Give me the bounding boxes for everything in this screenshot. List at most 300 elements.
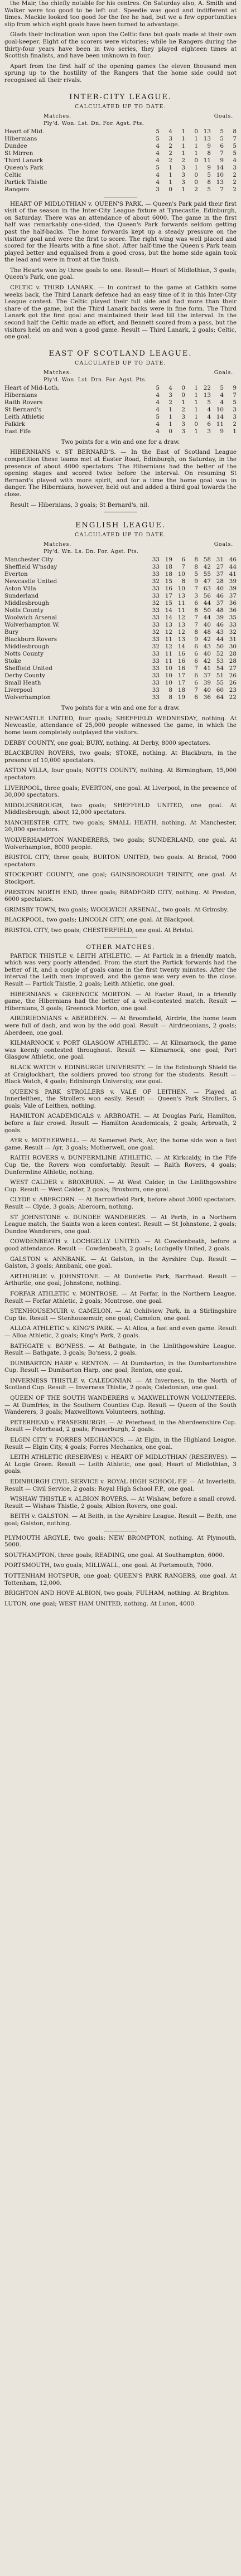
stat-cell: 1 <box>194 399 198 406</box>
english-table <box>4 556 237 701</box>
stat-cell: 2 <box>194 186 198 193</box>
table-row <box>4 556 237 564</box>
stat-cell: 3 <box>181 413 185 420</box>
stat-cell: 5 <box>233 399 237 406</box>
team-name: Middlesbrough <box>4 600 49 607</box>
stat-cell: 1 <box>168 413 172 420</box>
stat-cell: 33 <box>152 680 160 687</box>
table-row <box>4 421 237 428</box>
stat-cell: 12 <box>177 614 185 622</box>
stat-cell: 15 <box>165 600 172 607</box>
stat-cell: 18 <box>165 571 172 578</box>
stat-cell: 6 <box>194 643 198 651</box>
stat-cell: 6 <box>194 658 198 665</box>
other-matches <box>4 953 237 1527</box>
team-name: Dundee <box>4 142 27 149</box>
stat-cell: 5 <box>233 149 237 157</box>
stat-cell: 10 <box>177 585 185 593</box>
stat-cell: 1 <box>168 406 172 413</box>
stat-cell: 33 <box>152 694 160 701</box>
stat-cell: 13 <box>203 128 211 135</box>
stat-cell: 33 <box>152 658 160 665</box>
stat-cell: 1 <box>168 178 172 186</box>
stat-cell: 36 <box>203 694 211 701</box>
stat-cell: 8 <box>233 128 237 135</box>
stat-cell: 7 <box>194 622 198 629</box>
stat-cell: 28 <box>229 651 237 658</box>
stat-cell: 47 <box>203 578 211 585</box>
stat-cell: 5 <box>156 384 160 391</box>
table-row <box>4 406 237 414</box>
stat-cell: 10 <box>177 571 185 578</box>
stat-cell: 5 <box>207 186 211 193</box>
stat-cell: 42 <box>203 658 211 665</box>
stat-cell: 5 <box>207 399 211 406</box>
team-name: Third Lanark <box>4 157 44 164</box>
stat-cell: 9 <box>220 157 224 164</box>
stat-cell: 33 <box>152 556 160 564</box>
stat-cell: 33 <box>152 614 160 622</box>
result-paragraph: MANCHESTER CITY, two goals; SMALL HEATH, nothing. At Manchester, 20,000 spectators. <box>4 819 237 833</box>
team-name: Rangers <box>4 186 30 193</box>
result-paragraph: SOUTHAMPTON, three goals; READING, one goal. At Southampton, 6000. <box>4 1551 225 1559</box>
stat-cell: 31 <box>216 556 224 564</box>
stat-cell: 1 <box>194 428 198 435</box>
matches-label: Matches. <box>44 113 71 119</box>
stat-cell: 1 <box>181 149 185 157</box>
result-paragraph: DUMBARTON HARP v. RENTON. — At Dumbarton, in the Dumbartonshire Cup. Result — Dumbarton Harp, one goal; Renton, one goal. <box>4 1360 237 1374</box>
english-header <box>4 541 237 547</box>
stat-cell: 33 <box>152 672 160 680</box>
team-name: Small Heath <box>4 680 41 687</box>
stat-cell: 40 <box>216 585 224 593</box>
stat-cell: 8 <box>207 149 211 157</box>
stat-cell: 5 <box>156 128 160 135</box>
stat-cell: 1 <box>194 135 198 142</box>
stat-cell: 16 <box>177 651 185 658</box>
stat-cell: 9 <box>220 428 224 435</box>
stat-cell: 23 <box>229 687 237 694</box>
inter-city-columns: Ply'd. Won. Lst. Dn. For. Agst. Pts. <box>44 120 144 127</box>
stat-cell: 9 <box>207 142 211 149</box>
stat-cell: 6 <box>207 420 211 428</box>
table-row <box>4 658 237 665</box>
stat-cell: 5 <box>207 171 211 178</box>
report-paragraph: HIBERNIANS v. ST BERNARD'S. — In the East of Scotland League competition these teams met at Easter Road, Edinburgh, on Saturday, in the presence of about 4000 spectators. The Hibernians had the better of the opening stages and scored twice before the interval. On resuming St Bernard's played with more spirit, and for a time the home goal was in danger. The Hibernians, however, held out and added a third goal towards the close. <box>4 449 237 498</box>
inter-city-subtitle: CALCULATED UP TO DATE. <box>75 103 166 110</box>
stat-cell: 4 <box>156 391 160 399</box>
stat-cell: 1 <box>233 428 237 435</box>
team-name: Leith Athletic <box>4 413 45 420</box>
team-name: Derby County <box>4 672 45 680</box>
stat-cell: 0 <box>181 384 185 391</box>
matches-label: Matches. <box>44 369 71 376</box>
stat-cell: 43 <box>203 643 211 651</box>
table-row <box>4 135 237 143</box>
stat-cell: 44 <box>203 600 211 607</box>
stat-cell: 4 <box>156 406 160 413</box>
stat-cell: 33 <box>229 622 237 629</box>
intro-text <box>4 0 237 84</box>
result-paragraph: ELGIN CITY v. FORRES MECHANICS. — At Elgin, in the Highland League. Result — Elgin City, 4 goals; Forres Mechanics, one goal. <box>4 1437 237 1450</box>
team-name: Sheffield W'nsday <box>4 564 57 571</box>
result-paragraph: STENHOUSEMUIR v. CAMELON. — At Ochilview Park, in a Stirlingshire Cup tie. Result — Stenhousemuir, one goal; Camelon, one goal. <box>4 1308 237 1322</box>
other-matches-title: OTHER MATCHES. <box>86 943 155 950</box>
stat-cell: 9 <box>207 164 211 171</box>
table-row <box>4 665 237 672</box>
table-row <box>4 672 237 680</box>
stat-cell: 37 <box>203 672 211 680</box>
inter-city-reports <box>4 201 237 341</box>
east-header <box>4 370 237 376</box>
stat-cell: 39 <box>229 578 237 585</box>
stat-cell: 4 <box>207 413 211 420</box>
stat-cell: 17 <box>177 672 185 680</box>
goals-label: Goals. <box>214 369 233 376</box>
stat-cell: 12 <box>165 643 172 651</box>
stat-cell: 11 <box>203 157 211 164</box>
english-results <box>4 715 237 934</box>
team-name: Heart of Mid-Loth. <box>4 384 60 391</box>
stat-cell: 6 <box>181 556 185 564</box>
stat-cell: 11 <box>165 658 172 665</box>
stat-cell: 39 <box>203 680 211 687</box>
team-name: Aston Villa <box>4 585 36 593</box>
table-row <box>4 164 237 172</box>
stat-cell: 33 <box>152 564 160 571</box>
team-name: Celtic <box>4 171 22 178</box>
result-paragraph: BEITH v. GALSTON. — At Beith, in the Ayrshire League. Result — Beith, one goal; Galston, nothing. <box>4 1513 237 1527</box>
stat-cell: 8 <box>168 687 172 694</box>
result-paragraph: FORFAR ATHLETIC v. MONTROSE. — At Forfar, in the Northern League. Result — Forfar Athletic, 2 goals; Montrose, one goal. <box>4 1290 237 1304</box>
stat-cell: 33 <box>152 622 160 629</box>
stat-cell: 16 <box>177 665 185 672</box>
result-paragraph: BLACK WATCH v. EDINBURGH UNIVERSITY. — In the Edinburgh Shield tie at Craiglockhart, the soldiers proved too strong for the students. Result — Black Watch, 4 goals; Edinburgh University, one goal. <box>4 1064 237 1085</box>
stat-cell: 3 <box>156 186 160 193</box>
stat-cell: 58 <box>203 556 211 564</box>
stat-cell: 36 <box>229 607 237 614</box>
stat-cell: 7 <box>220 149 224 157</box>
stat-cell: 13 <box>177 636 185 643</box>
stat-cell: 5 <box>220 135 224 142</box>
table-row <box>4 172 237 179</box>
table-row <box>4 392 237 399</box>
stat-cell: 6 <box>194 694 198 701</box>
stat-cell: 2 <box>168 399 172 406</box>
result-paragraph: TOTTENHAM HOTSPUR, one goal; QUEEN'S PARK RANGERS, one goal. At Tottenham, 12,000. <box>4 1572 237 1587</box>
team-name: Everton <box>4 571 28 578</box>
stat-cell: 11 <box>177 607 185 614</box>
stat-cell: 13 <box>203 391 211 399</box>
stat-cell: 27 <box>229 665 237 672</box>
stat-cell: 1 <box>181 399 185 406</box>
inter-city-table <box>4 128 237 193</box>
stat-cell: 5 <box>156 135 160 142</box>
stat-cell: 33 <box>152 665 160 672</box>
table-row <box>4 571 237 578</box>
team-name: East Fife <box>4 428 31 435</box>
stat-cell: 14 <box>216 164 224 171</box>
report-paragraph: Result — Hibernians, 3 goals; St Bernard's, nil. <box>10 501 150 508</box>
team-name: Blackburn Rovers <box>4 636 57 643</box>
report-paragraph: HEART OF MIDLOTHIAN v. QUEEN'S PARK. — Queen's Park paid their first visit of the season in the Inter-City League fixture at Tynecastle, Edinburgh, on Saturday. There was an attendance of about 6000. The game in the first half was remarkably one-sided, the Queen's Park forwards seldom getting past the half-backs. The home forwards kept up a steady pressure on the visitors' goal and were the first to score. The right wing was well placed and scored for the Hearts with a fine shot. After half-time the Queen's Park team played better and equalised from a good cross, but the home side again took the lead and were in front at the finish. <box>4 200 237 264</box>
stat-cell: 16 <box>177 658 185 665</box>
east-points-note: Two points for a win and one for a draw. <box>61 438 180 445</box>
stat-cell: 6 <box>194 651 198 658</box>
result-paragraph: INVERNESS THISTLE v. CALEDONIAN. — At Inverness, in the North of Scotland Cup. Result — Inverness Thistle, 2 goals; Caledonian, one goal. <box>4 1377 237 1391</box>
stat-cell: 40 <box>203 622 211 629</box>
stat-cell: 4 <box>156 171 160 178</box>
stat-cell: 0 <box>194 171 198 178</box>
table-row <box>4 600 237 607</box>
stat-cell: 9 <box>194 636 198 643</box>
result-paragraph: PRESTON NORTH END, three goals; BRADFORD CITY, nothing. At Preston, 6000 spectators. <box>4 889 237 903</box>
result-paragraph: BATHGATE v. BO'NESS. — At Bathgate, in the Linlithgowshire League. Result — Bathgate, 3 goals; Bo'ness, 2 goals. <box>4 1342 237 1357</box>
stat-cell: 5 <box>156 413 160 420</box>
stat-cell: 5 <box>220 128 224 135</box>
stat-cell: 9 <box>194 578 198 585</box>
stat-cell: 16 <box>165 585 172 593</box>
stat-cell: 4 <box>156 142 160 149</box>
stat-cell: 33 <box>152 585 160 593</box>
stat-cell: 2 <box>181 157 185 164</box>
team-name: Heart of Mid. <box>4 128 45 135</box>
stat-cell: 19 <box>177 694 185 701</box>
table-row <box>4 385 237 392</box>
stat-cell: 1 <box>194 406 198 413</box>
stat-cell: 2 <box>168 157 172 164</box>
team-name: Sheffield United <box>4 665 52 672</box>
stat-cell: 4 <box>220 391 224 399</box>
result-paragraph: RAITH ROVERS v. DUNFERMLINE ATHLETIC. — At Kirkcaldy, in the Fife Cup tie, the Rovers won comfortably. Result — Raith Rovers, 4 goals; Dunfermline Athletic, nothing. <box>4 1154 237 1176</box>
stat-cell: 13 <box>177 622 185 629</box>
closing-results <box>4 1535 237 1608</box>
stat-cell: 0 <box>194 178 198 186</box>
stat-cell: 11 <box>177 600 185 607</box>
stat-cell: 1 <box>194 164 198 171</box>
stat-cell: 13 <box>177 593 185 600</box>
table-row <box>4 636 237 643</box>
stat-cell: 1 <box>168 164 172 171</box>
english-columns: Ply'd. Wn. Ls. Dn. For. Agst. Pts. <box>44 549 139 555</box>
result-paragraph: ARTHURLIE v. JOHNSTONE. — At Dunterlie Park, Barrhead. Result — Arthurlie, one goal; Johnstone, nothing. <box>4 1273 237 1287</box>
table-row <box>4 622 237 629</box>
result-paragraph: LEITH ATHLETIC (RESERVES) v. HEART OF MIDLOTHIAN (RESERVES). — At Logie Green. Result — Leith Athletic, one goal; Heart of Midlothian, 3 goals. <box>4 1454 237 1475</box>
result-paragraph: BRIGHTON AND HOVE ALBION, two goals; FULHAM, nothing. At Brighton. <box>4 1590 230 1597</box>
stat-cell: 37 <box>216 600 224 607</box>
report-paragraph: CELTIC v. THIRD LANARK. — In contrast to the game at Cathkin some weeks back, the Third Lanark defence had an easy time of it in this Inter-City League contest. The Celtic played their full side and had more than their share of the game, but the Third Lanark backs were in fine form. The Third Lanark got the first goal and maintained their lead till the interval. In the second half the Celtic made an effort, and Bennett scored from a pass, but the visitors held on and won a good game. Result — Third Lanark, 2 goals; Celtic, one goal. <box>4 284 237 341</box>
stat-cell: 2 <box>233 420 237 428</box>
team-name: Bury <box>4 629 19 636</box>
stat-cell: 35 <box>229 614 237 622</box>
stat-cell: 1 <box>194 149 198 157</box>
stat-cell: 2 <box>233 171 237 178</box>
team-name: Liverpool <box>4 687 32 694</box>
stat-cell: 33 <box>152 687 160 694</box>
stat-cell: 4 <box>156 428 160 435</box>
stat-cell: 5 <box>220 384 224 391</box>
stat-cell: 63 <box>203 585 211 593</box>
stat-cell: 3 <box>181 164 185 171</box>
stat-cell: 46 <box>216 593 224 600</box>
stat-cell: 1 <box>181 186 185 193</box>
stat-cell: 28 <box>229 658 237 665</box>
team-name: Notts County <box>4 651 44 658</box>
stat-cell: 43 <box>216 629 224 636</box>
stat-cell: 1 <box>194 391 198 399</box>
result-paragraph: BRISTOL CITY, three goals; BURTON UNITED, two goals. At Bristol, 7000 spectators. <box>4 854 237 868</box>
stat-cell: 10 <box>165 672 172 680</box>
stat-cell: 22 <box>229 694 237 701</box>
table-row <box>4 414 237 421</box>
table-row <box>4 585 237 593</box>
stat-cell: 0 <box>168 428 172 435</box>
stat-cell: 33 <box>152 651 160 658</box>
stat-cell: 4 <box>156 178 160 186</box>
stat-cell: 55 <box>216 680 224 687</box>
stat-cell: 9 <box>233 384 237 391</box>
stat-cell: 13 <box>165 622 172 629</box>
result-paragraph: GRIMSBY TOWN, two goals; WOOLWICH ARSENAL, two goals. At Grimsby. <box>4 906 228 913</box>
table-row <box>4 593 237 600</box>
result-paragraph: BLACKBURN ROVERS, two goals; STOKE, nothing. At Blackburn, in the presence of 10,000 spectators. <box>4 750 237 764</box>
stat-cell: 22 <box>203 384 211 391</box>
stat-cell: 37 <box>229 593 237 600</box>
stat-cell: 8 <box>194 564 198 571</box>
result-paragraph: LUTON, one goal; WEST HAM UNITED, nothing. At Luton, 4000. <box>4 1600 196 1607</box>
stat-cell: 2 <box>233 178 237 186</box>
stat-cell: 0 <box>194 420 198 428</box>
table-row <box>4 179 237 186</box>
result-paragraph: PLYMOUTH ARGYLE, two goals; NEW BROMPTON, nothing. At Plymouth, 5000. <box>4 1534 237 1549</box>
stat-cell: 53 <box>216 658 224 665</box>
stat-cell: 0 <box>194 128 198 135</box>
stat-cell: 32 <box>152 578 160 585</box>
team-name: Raith Rovers <box>4 399 43 406</box>
stat-cell: 48 <box>203 629 211 636</box>
english-points-note: Two points for a win and one for a draw. <box>61 705 180 712</box>
stat-cell: 6 <box>220 142 224 149</box>
stat-cell: 8 <box>194 607 198 614</box>
stat-cell: 18 <box>177 687 185 694</box>
stat-cell: 6 <box>194 600 198 607</box>
result-paragraph: DERBY COUNTY, one goal; BURY, nothing. At Derby, 8000 spectators. <box>4 739 211 746</box>
stat-cell: 1 <box>194 413 198 420</box>
stat-cell: 17 <box>177 680 185 687</box>
stat-cell: 8 <box>194 629 198 636</box>
inter-city-title: INTER-CITY LEAGUE. <box>69 93 172 101</box>
table-row <box>4 614 237 622</box>
stat-cell: 3 <box>194 593 198 600</box>
stat-cell: 10 <box>216 406 224 413</box>
stat-cell: 46 <box>229 556 237 564</box>
result-paragraph: LIVERPOOL, three goals; EVERTON, one goal. At Liverpool, in the presence of 30,000 spectators. <box>4 784 237 799</box>
stat-cell: 2 <box>168 149 172 157</box>
stat-cell: 5 <box>156 164 160 171</box>
stat-cell: 27 <box>216 564 224 571</box>
intro-paragraph: Apart from the first half of the opening games the eleven thousand men sprung up to the hostility of the Rangers that the home side could not recognised all their rivals. <box>4 62 237 84</box>
stat-cell: 1 <box>181 142 185 149</box>
table-row <box>4 694 237 701</box>
result-paragraph: ST JOHNSTONE v. DUNDEE WANDERERS. — At Perth, in a Northern League match, the Saints won a keen contest. Result — St Johnstone, 2 goals; Dundee Wanderers, one goal. <box>4 1214 237 1235</box>
table-row <box>4 643 237 651</box>
stat-cell: 7 <box>194 585 198 593</box>
table-row <box>4 578 237 585</box>
stat-cell: 42 <box>203 564 211 571</box>
table-row <box>4 428 237 435</box>
intro-paragraph: the Mair, tho chiefly notable for his centres. On Saturday also, A. Smith and Walker were too good to be left out. Speedie was good and indifferent at times. Mackie looked too good for the fee he had, but we a few opportunities slip from which eight goals have been turned to advantage. <box>4 0 237 28</box>
stat-cell: 3 <box>181 420 185 428</box>
stat-cell: 8 <box>194 556 198 564</box>
team-name: Woolwich Arsenal <box>4 614 57 622</box>
stat-cell: 8 <box>181 578 185 585</box>
stat-cell: 0 <box>168 186 172 193</box>
stat-cell: 32 <box>152 643 160 651</box>
stat-cell: 4 <box>156 399 160 406</box>
stat-cell: 1 <box>181 128 185 135</box>
stat-cell: 3 <box>181 171 185 178</box>
stat-cell: 42 <box>203 636 211 643</box>
stat-cell: 37 <box>216 571 224 578</box>
stat-cell: 8 <box>168 694 172 701</box>
stat-cell: 54 <box>216 665 224 672</box>
stat-cell: 46 <box>216 622 224 629</box>
east-subtitle: CALCULATED UP TO DATE. <box>75 360 166 366</box>
stat-cell: 1 <box>194 142 198 149</box>
stat-cell: 26 <box>229 680 237 687</box>
stat-cell: 19 <box>165 556 172 564</box>
result-paragraph: NEWCASTLE UNITED, four goals; SHEFFIELD WEDNESDAY, nothing. At Newcastle, attendance of 25,000 people witnessed the game, in which the home team completely outplayed the visitors. <box>4 715 237 736</box>
stat-cell: 1 <box>168 171 172 178</box>
stat-cell: 3 <box>233 406 237 413</box>
result-paragraph: ASTON VILLA, four goals; NOTTS COUNTY, nothing. At Birmingham, 15,000 spectators. <box>4 767 237 781</box>
result-paragraph: QUEEN'S PARK STROLLERS v. VALE OF LEITHEN. — Played at Innerleithen, the Strollers won easily. Result — Queen's Park Strollers, 5 goals; Vale of Leithen, nothing. <box>4 1088 237 1109</box>
east-table <box>4 385 237 435</box>
stat-cell: 44 <box>229 564 237 571</box>
stat-cell: 4 <box>156 157 160 164</box>
stat-cell: 13 <box>216 178 224 186</box>
team-name: Wolverhampton <box>4 694 51 701</box>
result-paragraph: BLACKPOOL, two goals; LINCOLN CITY, one goal. At Blackpool. <box>4 916 195 924</box>
table-row <box>4 399 237 406</box>
stat-cell: 32 <box>152 629 160 636</box>
stat-cell: 33 <box>152 571 160 578</box>
stat-cell: 10 <box>216 171 224 178</box>
result-paragraph: MIDDLESBROUGH, two goals; SHEFFIELD UNITED, one goal. At Middlesbrough, about 12,000 spectators. <box>4 802 237 816</box>
stat-cell: 6 <box>194 680 198 687</box>
report-paragraph: The Hearts won by three goals to one. Result— Heart of Midlothian, 3 goals; Queen's Park, one goal. <box>4 266 237 281</box>
team-name: Newcastle United <box>4 578 57 585</box>
result-paragraph: CLYDE v. ABERCORN. — At Barrowfield Park, before about 3000 spectators. Result — Clyde, 3 goals; Abercorn, nothing. <box>4 1196 237 1210</box>
result-paragraph: ALLOA ATHLETIC v. KING'S PARK. — At Alloa, a fast and even game. Result — Alloa Athletic, 2 goals; King's Park, 2 goals. <box>4 1325 237 1339</box>
table-row <box>4 687 237 694</box>
stat-cell: 3 <box>168 135 172 142</box>
result-paragraph: KILMARNOCK v. PORT GLASGOW ATHLETIC. — At Kilmarnock, the game was keenly contested throughout. Result — Kilmarnock, one goal; Port Glasgow Athletic, one goal. <box>4 1040 237 1061</box>
stat-cell: 3 <box>168 391 172 399</box>
team-name: Stoke <box>4 658 21 665</box>
team-name: Manchester City <box>4 556 54 564</box>
stat-cell: 10 <box>165 665 172 672</box>
result-paragraph: AIRDRIEONIANS v. ABERDEEN. — At Broomfield, Airdrie, the home team were full of dash, and won by the odd goal. Result — Airdrieonians, 2 goals; Aberdeen, one goal. <box>4 1015 237 1036</box>
east-reports <box>4 449 237 508</box>
table-row <box>4 128 237 135</box>
stat-cell: 7 <box>194 665 198 672</box>
stat-cell: 48 <box>216 607 224 614</box>
stat-cell: 14 <box>177 643 185 651</box>
stat-cell: 4 <box>220 399 224 406</box>
east-title: EAST OF SCOTLAND LEAGUE. <box>49 349 192 358</box>
stat-cell: 1 <box>194 384 198 391</box>
